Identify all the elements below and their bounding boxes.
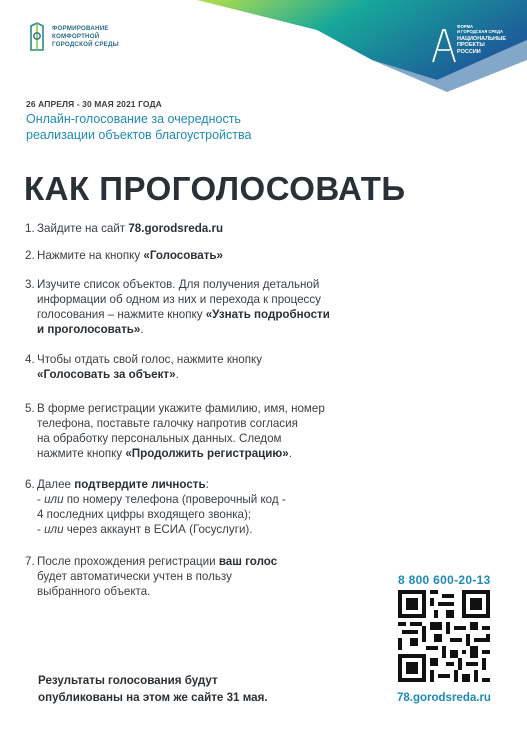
- step-6-line-4-dash: -: [37, 523, 45, 536]
- step-number: 4.: [25, 353, 35, 366]
- results-line-1: Результаты голосования будут: [38, 674, 218, 687]
- step-6: [25, 477, 380, 537]
- step-text: [37, 401, 380, 461]
- step-6-line-1-end: :: [205, 478, 209, 491]
- np-small-line-2: И ГОРОДСКАЯ СРЕДА: [457, 29, 504, 34]
- details-button-name: «Узнать подробности: [205, 308, 330, 321]
- step-6-line-2: [37, 492, 380, 507]
- step-7-line-1: [37, 554, 380, 569]
- step-text: [37, 554, 380, 599]
- step-text: [37, 248, 380, 263]
- step-6-line-4: [37, 522, 380, 537]
- step-3-line-3: [37, 307, 380, 322]
- step-text: [37, 277, 380, 337]
- subtitle: [26, 111, 326, 143]
- np-line-2: ПРОЕКТЫ: [457, 42, 485, 49]
- step-7: [25, 554, 380, 599]
- program-logo-text: [52, 25, 119, 49]
- step-number: 7.: [25, 555, 35, 568]
- step-number: 6.: [25, 478, 35, 491]
- step-4-line-2-end: .: [175, 368, 179, 381]
- national-projects-logo: [429, 20, 511, 76]
- step-5-line-4-text: нажмите кнопку: [37, 447, 126, 460]
- step-5-line-1: В форме регистрации укажите фамилию, имя, номер: [37, 402, 325, 415]
- step-4: [25, 352, 380, 382]
- step-3-line-2: информации об одном из них и перехода к процессу: [37, 293, 321, 306]
- national-projects-small-text: [457, 24, 503, 34]
- hotline-phone[interactable]: 8 800 600-20-13: [398, 573, 491, 587]
- details-button-name-cont: и проголосовать»: [37, 323, 141, 336]
- step-number: 5.: [25, 402, 35, 415]
- national-projects-text: [457, 36, 506, 55]
- step-number: 2.: [25, 249, 35, 262]
- vote-button-name: «Голосовать»: [143, 249, 223, 262]
- step-2-text: Нажмите на кнопку: [37, 249, 144, 262]
- subtitle-line-2: реализации объектов благоустройства: [26, 128, 252, 142]
- program-logo: [28, 22, 119, 52]
- step-6-line-2-dash: -: [37, 493, 45, 506]
- step-5: [25, 401, 380, 461]
- subtitle-line-1: Онлайн-голосование за очередность: [26, 112, 241, 126]
- step-5-line-2: телефона, поставьте галочку напротив согласия: [37, 417, 298, 430]
- qr-code-icon[interactable]: [398, 590, 490, 682]
- step-text: [37, 477, 380, 537]
- np-line-3: РОССИИ: [457, 48, 481, 55]
- step-3-line-4: [37, 322, 380, 337]
- step-6-line-4-text: через аккаунт в ЕСИА (Госуслуги).: [63, 523, 253, 536]
- step-7-line-1-text: После прохождения регистрации: [37, 555, 219, 568]
- logo-line-1: ФОРМИРОВАНИЕ: [52, 25, 109, 32]
- results-note: [38, 672, 268, 706]
- step-3-line-4-end: .: [140, 323, 144, 336]
- vote-for-object-button-name: «Голосовать за объект»: [37, 368, 176, 381]
- step-7-line-3: выбранного объекта.: [37, 585, 151, 598]
- your-vote-text: ваш голос: [218, 555, 278, 568]
- step-4-line-2: [37, 367, 380, 382]
- logo-line-3: ГОРОДСКОЙ СРЕДЫ: [52, 41, 119, 48]
- city-environment-logo-icon: [28, 22, 46, 52]
- step-7-line-2: будет автоматически учтен в пользу: [37, 570, 232, 583]
- logo-line-2: КОМФОРТНОЙ: [52, 33, 100, 40]
- step-text: [37, 221, 380, 236]
- site-link[interactable]: 78.gorodsreda.ru: [128, 222, 224, 235]
- page-title: КАК ПРОГОЛОСОВАТЬ: [24, 170, 406, 207]
- or-text: или: [44, 523, 64, 536]
- step-6-line-1: [37, 477, 380, 492]
- voting-dates: 26 АПРЕЛЯ - 30 МАЯ 2021 ГОДА: [26, 99, 162, 109]
- step-5-line-3: на обработку персональных данных. Следом: [37, 432, 282, 445]
- step-3-line-1: Изучите список объектов. Для получения детальной: [37, 278, 320, 291]
- step-3-line-3-text: голосования – нажмите кнопку: [37, 308, 206, 321]
- site-link-bottom[interactable]: 78.gorodsreda.ru: [397, 692, 491, 704]
- step-1-text: Зайдите на сайт: [37, 222, 129, 235]
- step-5-line-4: [37, 446, 380, 461]
- step-number: 1.: [25, 222, 35, 235]
- step-4-line-1: Чтобы отдать свой голос, нажмите кнопку: [37, 353, 263, 366]
- np-line-1: НАЦИОНАЛЬНЫЕ: [457, 36, 507, 42]
- step-2: [25, 248, 380, 263]
- step-6-line-3: 4 последних цифры входящего звонка);: [37, 508, 252, 521]
- step-5-line-4-end: .: [288, 447, 292, 460]
- step-text: [37, 352, 380, 382]
- continue-registration-button-name: «Продолжить регистрацию»: [125, 447, 289, 460]
- confirm-identity-text: подтвердите личность: [74, 478, 206, 491]
- step-number: 3.: [25, 278, 35, 291]
- step-3: [25, 277, 380, 337]
- step-1: [25, 221, 380, 236]
- np-small-line-1: ФОРМА: [457, 24, 474, 29]
- national-projects-emblem-icon: [429, 26, 459, 66]
- or-text: или: [44, 493, 64, 506]
- step-6-line-2-text: по номеру телефона (проверочный код -: [63, 493, 286, 506]
- results-line-2: опубликованы на этом же сайте 31 мая.: [38, 691, 268, 704]
- step-6-line-1-text: Далее: [37, 478, 75, 491]
